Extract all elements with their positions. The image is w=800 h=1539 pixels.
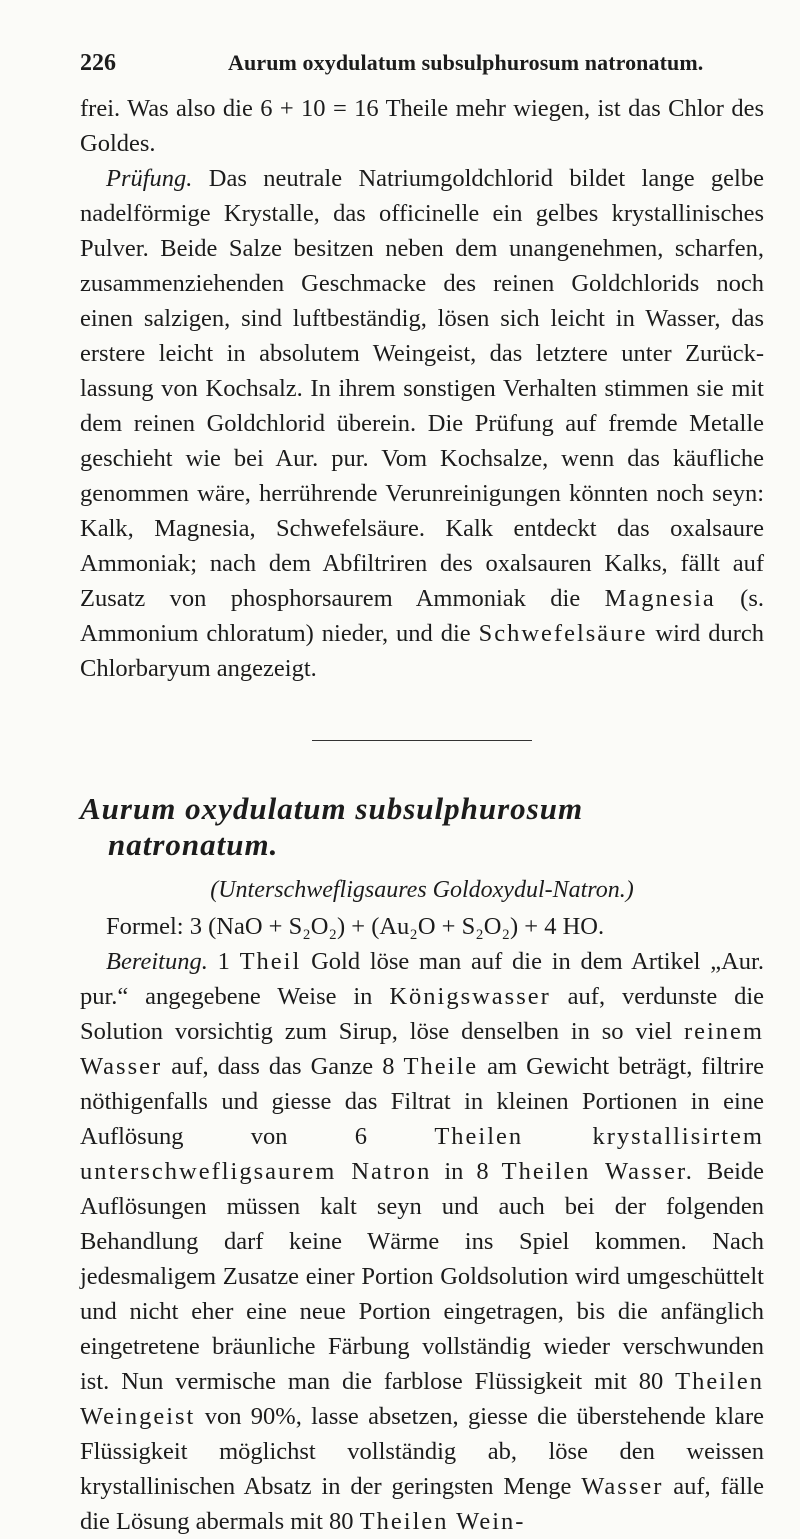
running-title: Aurum oxydulatum subsulphurosum natronatum. bbox=[228, 50, 704, 75]
bereitung-text: Gold löse man auf die in dem Artikel „Aur. pur.“ angegebene Weise in bbox=[80, 948, 764, 1010]
formula-line bbox=[80, 909, 764, 944]
bereitung-text: auf, verdunste die Solution vorsichtig zum Sirup, löse denselben in so viel bbox=[80, 983, 765, 1045]
spaced-term: Theile bbox=[403, 1053, 479, 1080]
spaced-term: Königswasser bbox=[389, 983, 551, 1010]
paragraph-pruefung bbox=[80, 161, 764, 686]
spaced-term: Theilen Wasser. bbox=[501, 1158, 694, 1185]
spaced-term: Theilen Wein- bbox=[359, 1508, 526, 1535]
section-subtitle: (Unterschwefligsaures Goldoxydul-Natron.) bbox=[210, 877, 634, 903]
paragraph-bereitung bbox=[80, 944, 764, 1539]
spaced-term: Theil bbox=[239, 948, 302, 975]
bereitung-text: 1 bbox=[207, 948, 240, 975]
paragraph-continuation: frei. Was also die 6 + 10 = 16 Theile mehr wiegen, ist das Chlor des Goldes. bbox=[80, 95, 764, 157]
spaced-term: reinem Wasser bbox=[80, 1018, 764, 1080]
page-number: 226 bbox=[80, 50, 116, 76]
pruefung-label: Prüfung. bbox=[106, 165, 193, 192]
bereitung-label: Bereitung. bbox=[106, 948, 208, 975]
running-head bbox=[80, 50, 764, 77]
magnesia-term: Magnesia bbox=[604, 585, 716, 612]
bereitung-text: auf, dass das Ganze 8 bbox=[162, 1053, 404, 1080]
pruefung-text-c: wird durch Chlorbaryum angezeigt. bbox=[80, 620, 764, 682]
formula-label: Formel: bbox=[106, 913, 184, 940]
schwefelsaeure-term: Schwefelsäure bbox=[478, 620, 648, 647]
section-title-line1: Aurum oxydulatum subsulphurosum bbox=[80, 791, 584, 826]
bereitung-text: in 8 bbox=[431, 1158, 502, 1185]
bereitung-text: von 90%, lasse absetzen, giesse die überstehende klare Flüssigkeit möglichst vollständig ab, löse den weissen krystallinischen Absatz in der geringsten Menge bbox=[80, 1403, 764, 1500]
pruefung-text-b: (s. Ammonium chloratum) nieder, und die bbox=[80, 585, 764, 647]
section-divider bbox=[312, 740, 532, 741]
section-title-line2: natronatum. bbox=[108, 827, 279, 862]
spaced-term: Theilen Weingeist bbox=[80, 1368, 764, 1430]
bereitung-text: am Gewicht beträgt, filtrire nöthigenfalls und giesse das Filtrat in kleinen Portionen in eine Auflösung von 6 bbox=[80, 1053, 764, 1150]
spaced-term: Wasser bbox=[581, 1473, 664, 1500]
pruefung-text-a: Das neutrale Natriumgoldchlorid bildet lange gelbe nadelförmige Krystalle, das officinelle ein gelbes krystallinisches Pulver. Beide Salze besitzen neben dem unangenehmen, scharfen, zusammenziehenden Geschmacke des reinen Goldchlorids noch einen salzigen, sind luftbeständig, lösen sich leicht in Wasser, das erstere leicht in absolutem Weingeist, das letztere unter Zurücklassung von Kochsalz. In ihrem sonstigen Verhalten stimmen sie mit dem reinen Goldchlorid überein. Die Prüfung auf fremde Metalle geschieht wie bei Aur. pur. Vom Kochsalze, wenn das käufliche genommen wäre, herrührende Verunreinigungen könnten noch seyn: Kalk, Magnesia, Schwefelsäure. Kalk entdeckt das oxalsaure Ammoniak; nach dem Abfiltriren des oxalsauren Kalks, fällt auf Zusatz von phosphorsaurem Ammoniak die bbox=[80, 165, 764, 612]
formula: 3 (NaO + S₂O₂) + (Au₂O + S₂O₂) + 4 HO. bbox=[189, 913, 605, 940]
bereitung-text: auf, fälle die Lösung abermals mit 80 bbox=[80, 1473, 764, 1535]
spaced-term: Theilen krystallisirtem unterschwefligsaurem Natron bbox=[80, 1123, 764, 1185]
bereitung-text: Beide Auflösungen müssen kalt seyn und auch bei der folgenden Behandlung darf keine Wärme ins Spiel kommen. Nach jedesmaligem Zusatze einer Portion Goldsolution wird umgeschüttelt und nicht eher eine neue Portion eingetragen, bis die anfänglich eingetretene bräunliche Färbung vollständig wieder verschwunden ist. Nun vermische man die farblose Flüssigkeit mit 80 bbox=[80, 1158, 765, 1395]
